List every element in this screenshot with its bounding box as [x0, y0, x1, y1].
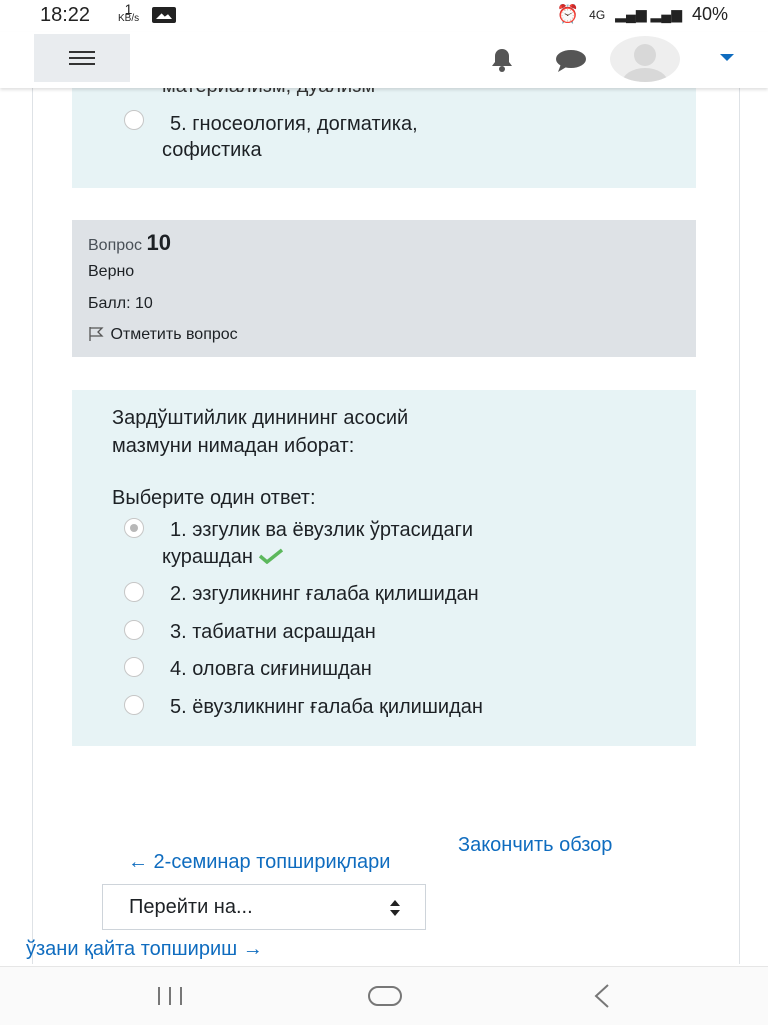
answer-prompt: Выберите один ответ: — [112, 487, 316, 509]
question-number: Вопрос 10 — [88, 230, 171, 255]
option-4-label: 4. оловга сиғинишдан — [170, 658, 372, 680]
recent-apps-icon[interactable] — [153, 985, 187, 1007]
question-content-box — [72, 390, 696, 746]
system-nav-bar — [0, 966, 768, 1025]
jump-to-select[interactable] — [102, 884, 426, 930]
sort-arrows-icon — [389, 899, 401, 917]
chat-icon[interactable] — [554, 46, 588, 74]
option-5-label: 5. ёвузликнинг ғалаба қилишидан — [170, 696, 483, 718]
bell-icon[interactable] — [488, 46, 516, 74]
question-info-box — [72, 220, 696, 357]
question-text-line1: Зардўштийлик динининг асосий — [112, 407, 409, 429]
option-2-label: 2. эзгуликнинг ғалаба қилишидан — [170, 583, 479, 605]
status-time: 18:22 — [40, 4, 91, 26]
back-icon[interactable] — [592, 983, 612, 1009]
flag-question-link[interactable]: Отметить вопрос — [88, 326, 238, 344]
option-2-radio[interactable] — [124, 582, 144, 602]
signal-icon: ▂▄▆ ▂▄▆ — [615, 6, 682, 22]
network-type: 4G — [589, 7, 606, 22]
gallery-notification-icon — [152, 7, 176, 23]
question-score: Балл: 10 — [88, 295, 153, 312]
network-speed: 1 KB/s — [118, 1, 140, 24]
prev-activity-link[interactable]: ← 2-семинар топшириқлари — [128, 851, 391, 873]
chevron-down-icon[interactable] — [720, 54, 734, 61]
prev-option5-line2: софистика — [162, 139, 262, 161]
next-activity-link[interactable]: ўзани қайта топшириш → — [26, 938, 263, 960]
flag-icon — [88, 326, 106, 342]
home-icon[interactable] — [367, 984, 403, 1008]
option-1-line1: 1. эзгулик ва ёвузлик ўртасидаги — [170, 519, 474, 541]
option-1-radio[interactable] — [124, 518, 144, 538]
battery-level: 40% — [691, 4, 728, 24]
prev-option5-line1: 5. гносеология, догматика, — [170, 113, 418, 135]
hamburger-icon — [69, 51, 95, 65]
menu-toggle-button[interactable] — [34, 34, 130, 82]
option-4-radio[interactable] — [124, 657, 144, 677]
option-5-radio[interactable] — [124, 695, 144, 715]
prev-option5-radio[interactable] — [124, 110, 144, 130]
jump-select-value: Перейти на... — [129, 896, 253, 918]
option-3-label: 3. табиатни асрашдан — [170, 621, 376, 643]
user-avatar[interactable] — [610, 36, 680, 82]
status-bar — [0, 0, 768, 32]
correct-check-icon — [258, 548, 284, 564]
alarm-icon: ⏰ — [556, 4, 580, 24]
top-navbar — [0, 32, 768, 88]
question-status: Верно — [88, 263, 135, 280]
option-3-radio[interactable] — [124, 620, 144, 640]
question-text-line2: мазмуни нимадан иборат: — [112, 435, 355, 457]
option-1-line2: курашдан — [162, 543, 284, 571]
finish-review-link[interactable]: Закончить обзор — [458, 834, 613, 856]
status-right — [557, 4, 728, 25]
